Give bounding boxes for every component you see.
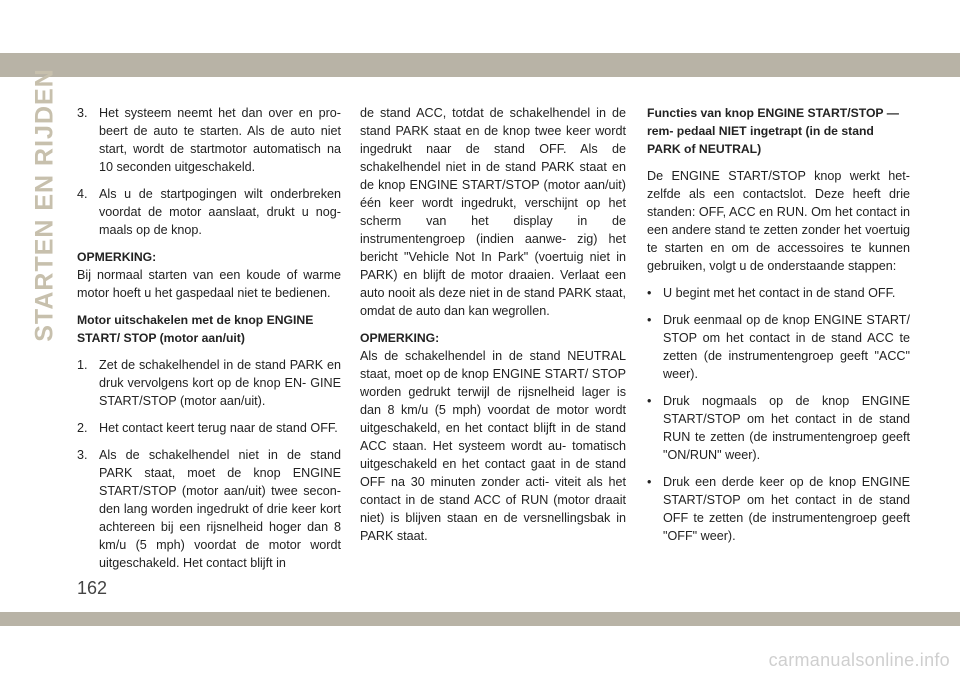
list-item: 1. Zet de schakelhendel in de stand PARK en druk vervolgens kort op de knop EN- GINE START/STOP (motor aan/uit). — [77, 358, 341, 408]
header-band — [0, 53, 960, 77]
list-item: 3. Als de schakelhendel niet in de stand PARK staat, moet de knop ENGINE START/STOP (motor aan/uit) twee secon- den lang worden ingedrukt of drie keer kort achtereen bij een rijsnelheid hoger dan 8 km/u (5 mph) voordat de motor wordt uitgeschakeld. Het contact blijft in — [77, 448, 341, 570]
section-subheading: Motor uitschakelen met de knop ENGINE START/ STOP (motor aan/uit) — [77, 313, 314, 345]
side-tab — [25, 68, 65, 342]
bullet-icon: • — [647, 475, 652, 489]
list-item: 2. Het contact keert terug naar de stand OFF. — [77, 421, 338, 435]
page-number: 162 — [77, 578, 108, 598]
bullet-item: • Druk eenmaal op de knop ENGINE START/ STOP om het contact in de stand ACC te zetten (de instrumentengroep geeft "ACC" weer). — [647, 313, 910, 381]
bullet-item: • Druk een derde keer op de knop ENGINE START/STOP om het contact in de stand OFF te zetten (de instrumentengroep geeft "OFF" weer). — [647, 475, 910, 543]
note-heading: OPMERKING: — [77, 250, 157, 264]
list-item: 3. Het systeem neemt het dan over en pro- beert de auto te starten. Als de auto niet start, wordt de startmotor automatisch na 10 seconden uitgeschakeld. — [77, 106, 341, 174]
side-tab-label: STARTEN EN RIJDEN — [30, 68, 59, 342]
bullet-icon: • — [647, 394, 652, 408]
section-heading: Functies van knop ENGINE START/STOP — rem- pedaal NIET ingetrapt (in de stand PARK of NEUTRAL) — [647, 106, 899, 156]
note-heading: OPMERKING: — [360, 331, 440, 345]
continuation-text: de stand ACC, totdat de schakelhendel in de stand PARK staat en de knop twee keer wordt ingedrukt naar de stand OFF. Als de schakelhendel niet in de stand PARK staat en de knop ENGINE START/STOP (motor aan/uit) één keer wordt ingedrukt, verschijnt op het scherm van het display in de instrumentengroep (indien aanwe- zig) het bericht "Vehicle Not In Park" (voertuig niet in PARK) en blijft de motor draaien. Verlaat een auto nooit als deze niet in de stand PARK staat, omdat de auto dan kan wegrollen. — [360, 106, 626, 318]
note-text: Bij normaal starten van een koude of warme motor hoeft u het gaspedaal niet te bedienen. — [77, 268, 341, 300]
footer-band — [0, 612, 960, 626]
list-item: 4. Als u de startpogingen wilt onderbreken voordat de motor aanslaat, drukt u nog- maals op de knop. — [77, 187, 341, 237]
note-text: Als de schakelhendel in de stand NEUTRAL staat, moet op de knop ENGINE START/ STOP worden gedrukt terwijl de rijsnelheid lager is dan 8 km/u (5 mph) voordat de motor wordt uitgeschakeld, en het contact blijft in de stand ACC staan. Het systeem wordt au- tomatisch uitgeschakeld en het contact gaat in de stand OFF na 30 minuten zonder acti- viteit als het contact in de stand ACC of RUN (motor draait niet) is blijven staan en de versnellingsbak in PARK staat. — [360, 349, 626, 543]
bullet-icon: • — [647, 313, 652, 327]
intro-text: De ENGINE START/STOP knop werkt het- zelfde als een contactslot. Deze heeft drie standen: OFF, ACC en RUN. Om het contact in een andere stand te zetten zonder het voertuig te starten en om de accessoires te kunnen gebruiken, volgt u de onderstaande stappen: — [647, 169, 910, 273]
watermark: carmanualsonline.info — [768, 650, 950, 670]
bullet-icon: • — [647, 286, 652, 300]
column-3 — [647, 104, 910, 554]
bullet-item: • U begint met het contact in de stand OFF. — [647, 286, 896, 300]
bullet-item: • Druk nogmaals op de knop ENGINE START/STOP om het contact in de stand RUN te zetten (de instrumentengroep geeft "ON/RUN" weer). — [647, 394, 910, 462]
column-1 — [77, 104, 341, 581]
column-2 — [360, 104, 626, 554]
